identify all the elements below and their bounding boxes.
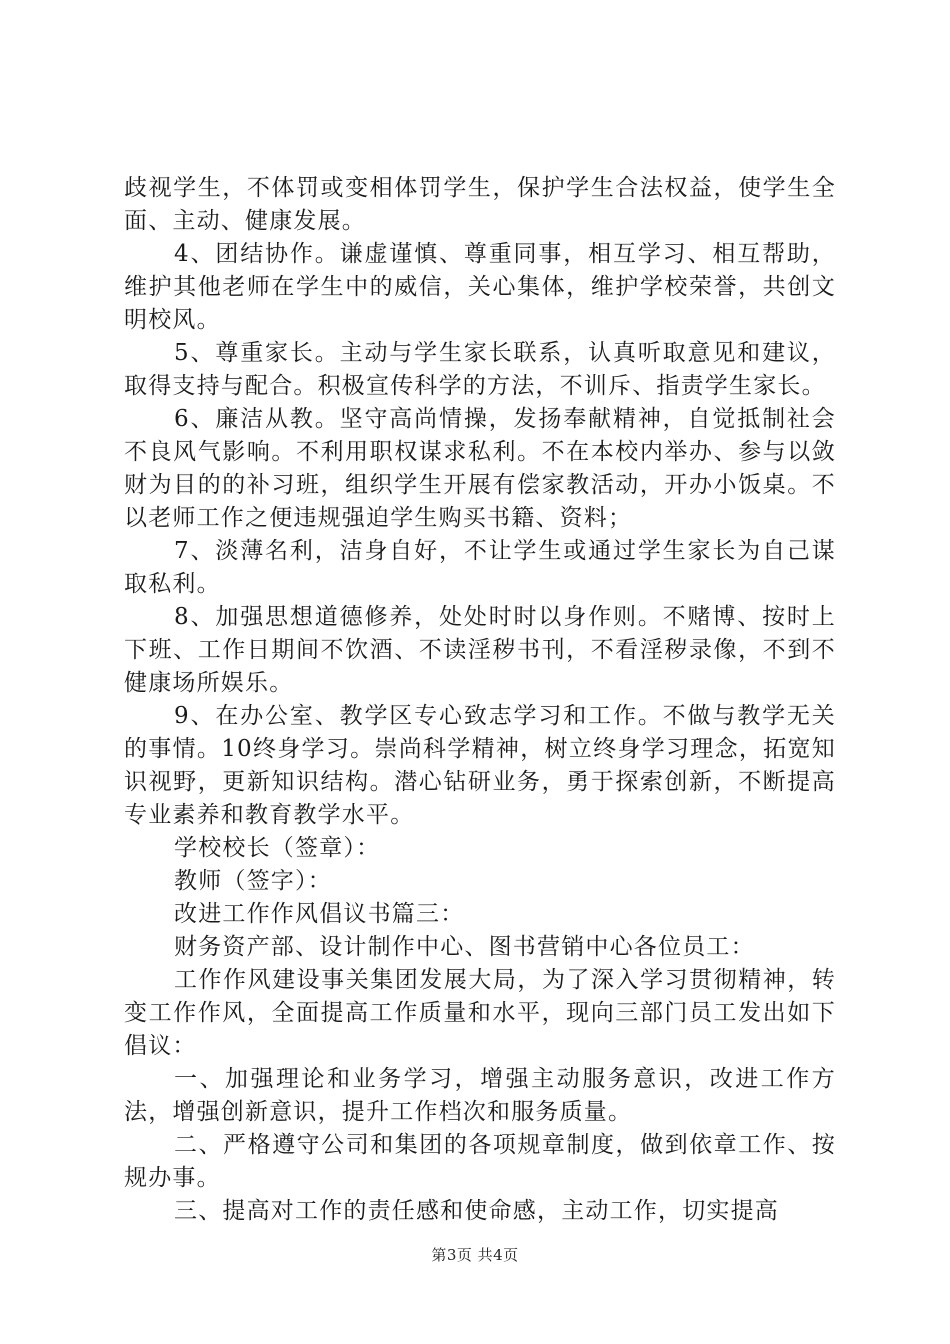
paragraph-proposal-1: 一、加强理论和业务学习，增强主动服务意识，改进工作方法，增强创新意识，提升工作档次和服务质量。 [124, 1066, 836, 1125]
paragraph-intro: 工作作风建设事关集团发展大局，为了深入学习贯彻精神，转变工作作风，全面提高工作质量和水平，现向三部门员工发出如下倡议： [124, 967, 836, 1059]
paragraph-item-6: 6、廉洁从教。坚守高尚情操，发扬奉献精神，自觉抵制社会不良风气影响。不利用职权谋求私利。不在本校内举办、参与以敛财为目的的补习班，组织学生开展有偿家教活动，开办小饭桌。不以老师工作之便违规强迫学生购买书籍、资料； [124, 406, 836, 531]
paragraph-item-8: 8、加强思想道德修养，处处时时以身作则。不赌博、按时上下班、工作日期间不饮酒、不读淫秽书刊，不看淫秽录像，不到不健康场所娱乐。 [124, 604, 836, 696]
salutation-line: 财务资产部、设计制作中心、图书营销中心各位员工： [174, 934, 755, 960]
paragraph-proposal-3: 三、提高对工作的责任感和使命感，主动工作，切实提高 [174, 1198, 779, 1224]
principal-signature-line: 学校校长（签章）： [174, 835, 381, 861]
paragraph-item-9: 9、在办公室、教学区专心致志学习和工作。不做与教学无关的事情。10终身学习。崇尚科学精神，树立终身学习理念，拓宽知识视野，更新知识结构。潜心钻研业务，勇于探索创新，不断提高专业素养和教育教学水平。 [124, 703, 836, 828]
section-heading: 改进工作作风倡议书篇三： [174, 901, 465, 927]
page-number-footer: 第3页 共4页 [431, 1246, 519, 1264]
paragraph-item-7: 7、淡薄名利，洁身自好，不让学生或通过学生家长为自己谋取私利。 [124, 538, 836, 597]
document-body [124, 172, 836, 1228]
teacher-signature-line: 教师（签字）： [174, 868, 332, 894]
paragraph-item-4: 4、团结协作。谦虚谨慎、尊重同事，相互学习、相互帮助，维护其他老师在学生中的威信，关心集体，维护学校荣誉，共创文明校风。 [124, 241, 836, 333]
paragraph-item-5: 5、尊重家长。主动与学生家长联系，认真听取意见和建议，取得支持与配合。积极宣传科学的方法，不训斥、指责学生家长。 [124, 340, 836, 399]
paragraph-proposal-2: 二、严格遵守公司和集团的各项规章制度，做到依章工作、按规办事。 [124, 1132, 836, 1191]
paragraph-continuation: 歧视学生，不体罚或变相体罚学生，保护学生合法权益，使学生全面、主动、健康发展。 [124, 175, 836, 234]
